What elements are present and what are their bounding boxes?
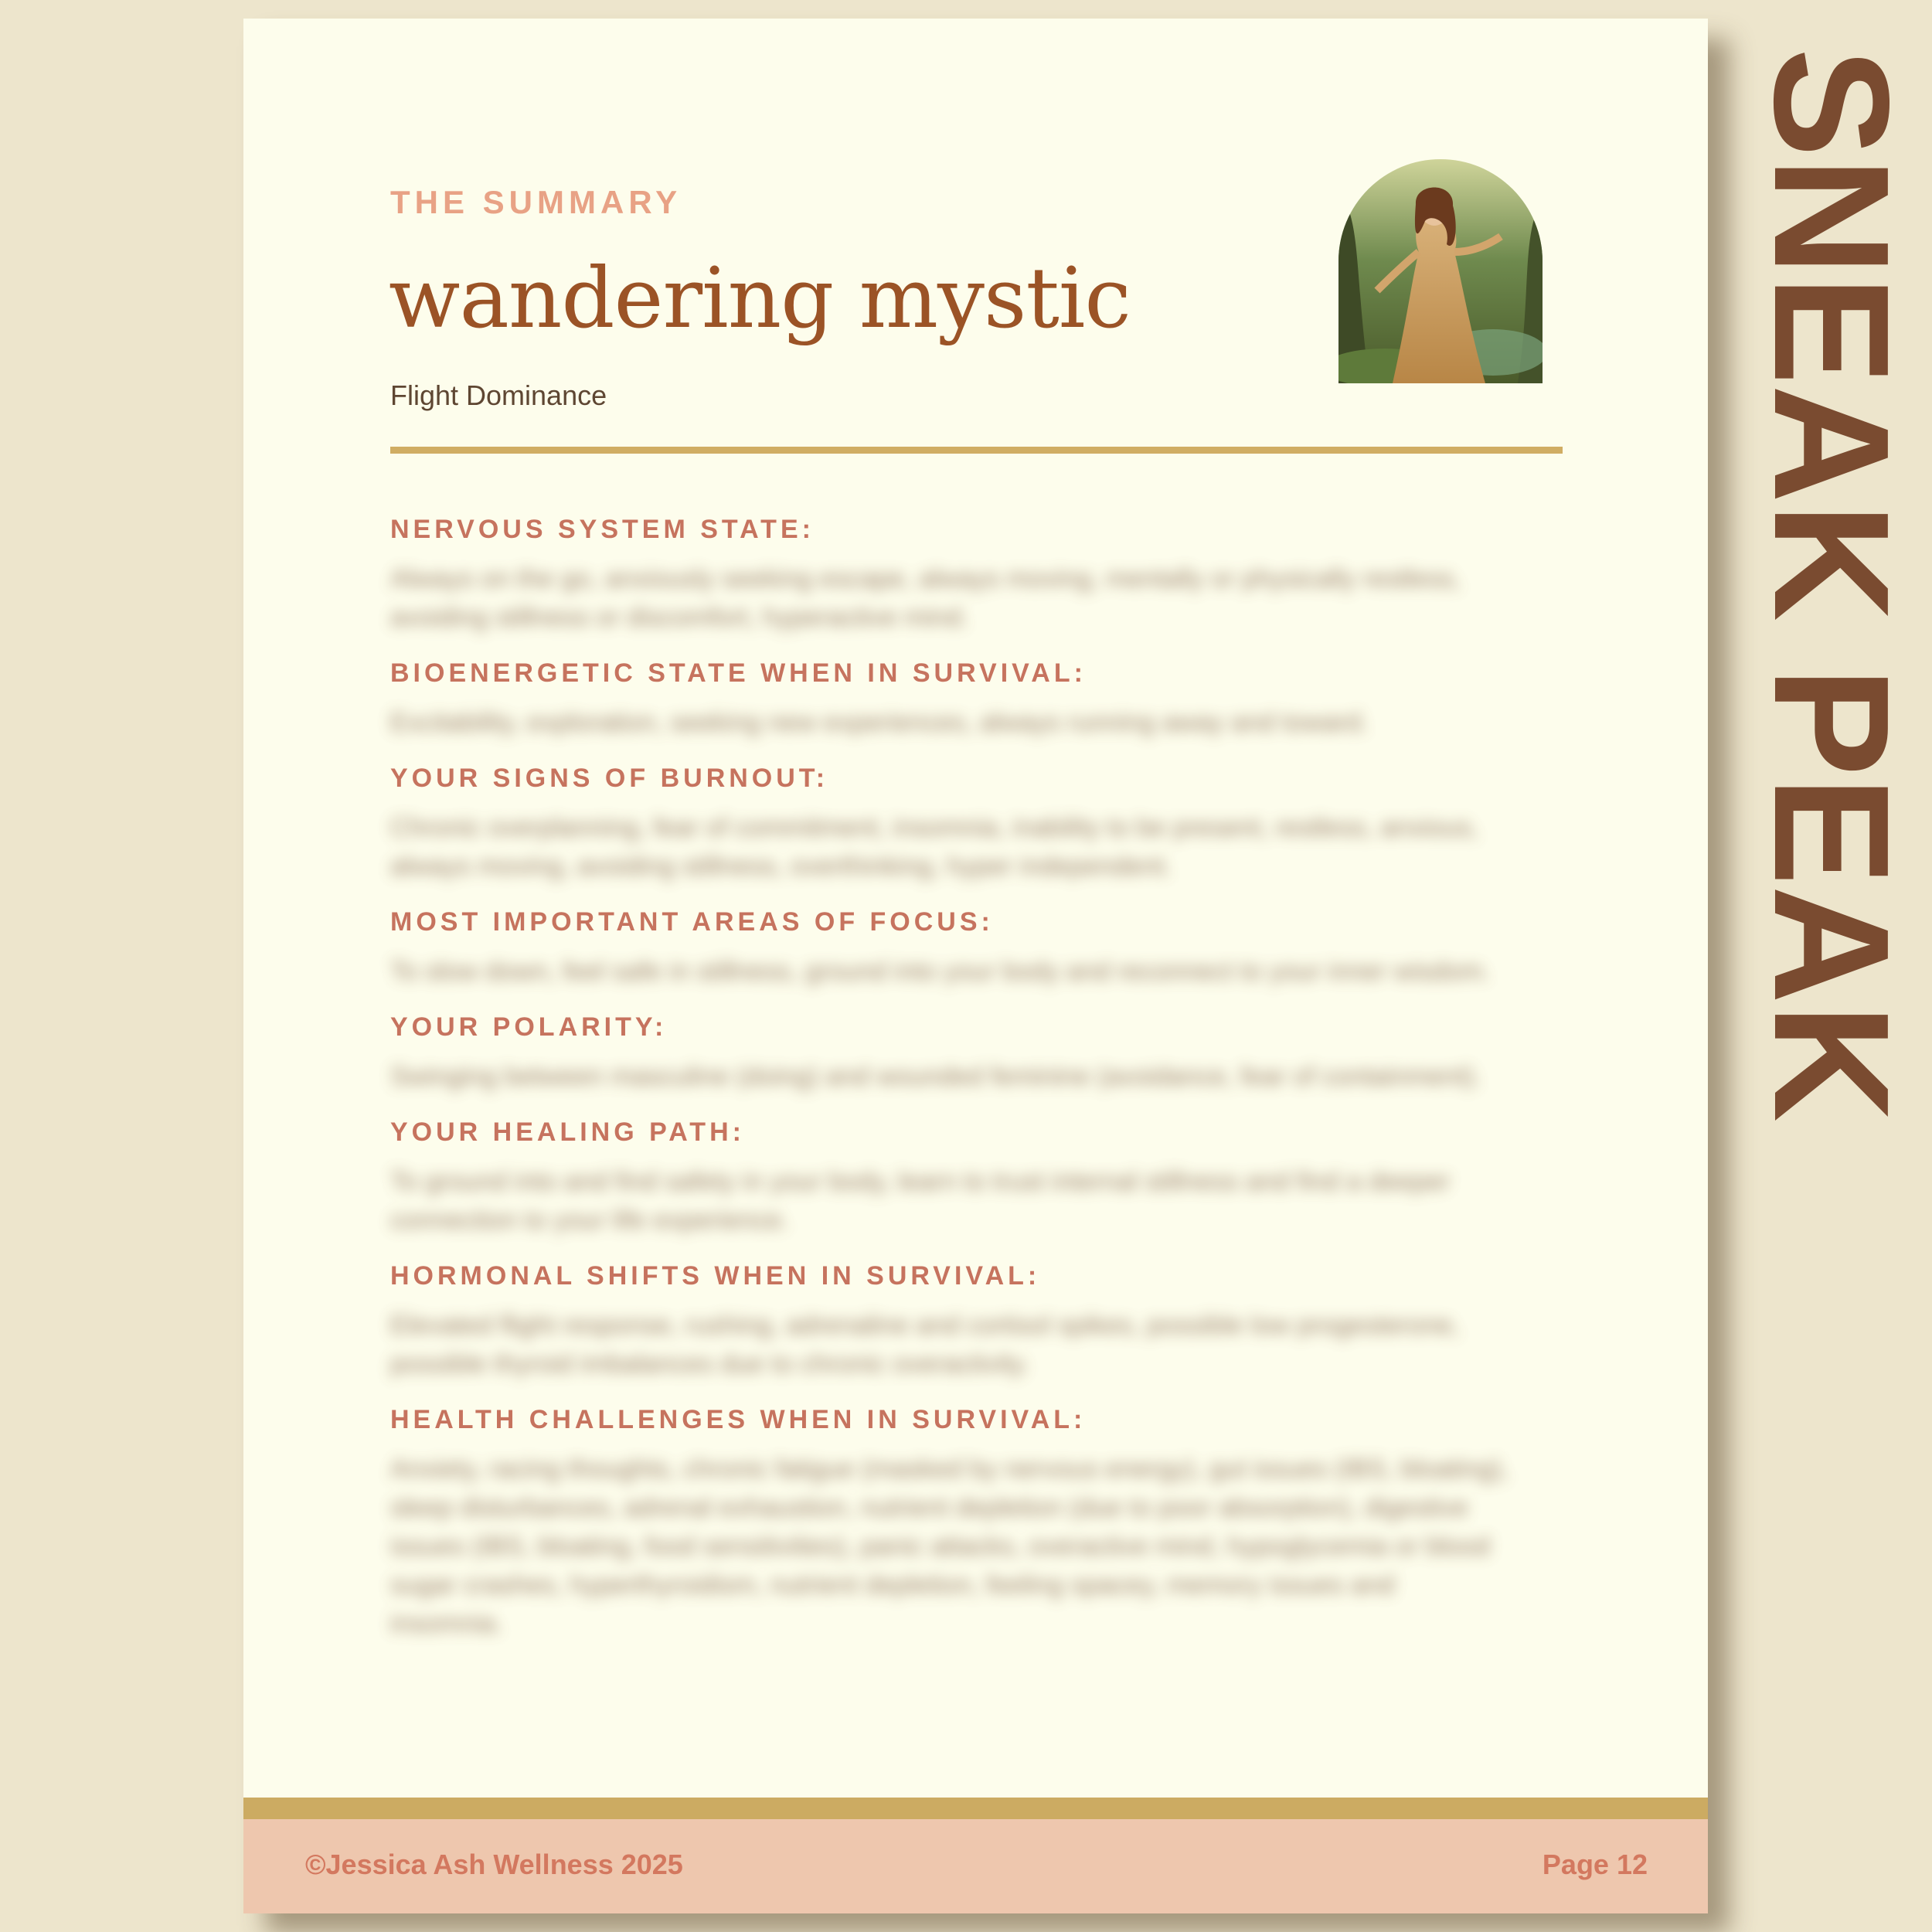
section-signs-of-burnout [390, 762, 1596, 886]
section-body-blurred: Swinging between masculine (doing) and wounded feminine (avoidance, fear of containment). [390, 1062, 1481, 1091]
section-heading: BIOENERGETIC STATE WHEN IN SURVIVAL: [390, 658, 1087, 688]
page-title: wandering mystic [389, 250, 1131, 347]
page-footer [243, 1819, 1708, 1913]
section-healing-path [390, 1116, 1596, 1240]
section-heading: NERVOUS SYSTEM STATE: [390, 515, 815, 544]
section-bioenergetic-state [390, 657, 1596, 742]
section-heading: YOUR POLARITY: [390, 1012, 668, 1042]
document-page [243, 19, 1708, 1913]
section-nervous-system [390, 513, 1596, 637]
section-body-blurred: Chronic overplanning, fear of commitment, insomnia, inability to be present, restless, anxious, always moving, avoiding stillness, overthinking, hyper independent. [390, 813, 1478, 881]
copyright-text: ©Jessica Ash Wellness 2025 [305, 1849, 683, 1880]
section-heading: HEALTH CHALLENGES WHEN IN SURVIVAL: [390, 1405, 1087, 1434]
section-health-challenges [390, 1403, 1596, 1643]
page-subtitle: Flight Dominance [390, 379, 607, 411]
sneak-peak-banner [1740, 48, 1923, 1123]
section-body-blurred: To slow down, feel safe in stillness, ground into your body and reconnect to your inner wisdom. [390, 957, 1491, 986]
section-heading: YOUR HEALING PATH: [390, 1117, 745, 1147]
page-number: Page 12 [1542, 1849, 1648, 1880]
section-hormonal-shifts [390, 1260, 1596, 1383]
eyebrow-label: THE SUMMARY [390, 184, 682, 220]
section-body-blurred: Always on the go, anxiously seeking escape, always moving, mentally or physically restless, avoiding stillness or discomfort, hyperactive mind. [390, 564, 1461, 632]
section-body-blurred: Anxiety, racing thoughts, chronic fatigue (masked by nervous energy), gut issues (IBS, bloating), sleep disturbances, adrenal exhaustion, nutrient depletion (due to poor absorption), digestive issues (IBS, bloating, food sensitivities), panic attacks, overactive mind, hypoglycemia or blood sugar crashes, hyperthyroidism, nutrient depletion, feeling spacey, memory issues and insomnia. [390, 1454, 1509, 1638]
section-heading: MOST IMPORTANT AREAS OF FOCUS: [390, 907, 994, 937]
section-heading: HORMONAL SHIFTS WHEN IN SURVIVAL: [390, 1261, 1041, 1291]
woman-in-forest-painting-icon [1338, 159, 1543, 383]
footer-accent-band [243, 1798, 1708, 1819]
title-divider [390, 447, 1563, 454]
section-heading: YOUR SIGNS OF BURNOUT: [390, 764, 829, 793]
section-areas-of-focus [390, 906, 1596, 991]
section-body-blurred: Elevated flight response, rushing, adrenaline and cortisol spikes, possible low progesterone, possible thyroid imbalances due to chronic overactivity. [390, 1311, 1460, 1379]
summary-sections [390, 513, 1596, 1663]
section-polarity [390, 1011, 1596, 1096]
section-body-blurred: To ground into and find safety in your body, learn to trust internal stillness and find a deeper connection to your life experience. [390, 1167, 1451, 1235]
sneak-peak-text: SNEAK PEAK [1740, 48, 1923, 1123]
section-body-blurred: Excitability, exploration, seeking new experiences, always running away and toward. [390, 708, 1369, 737]
